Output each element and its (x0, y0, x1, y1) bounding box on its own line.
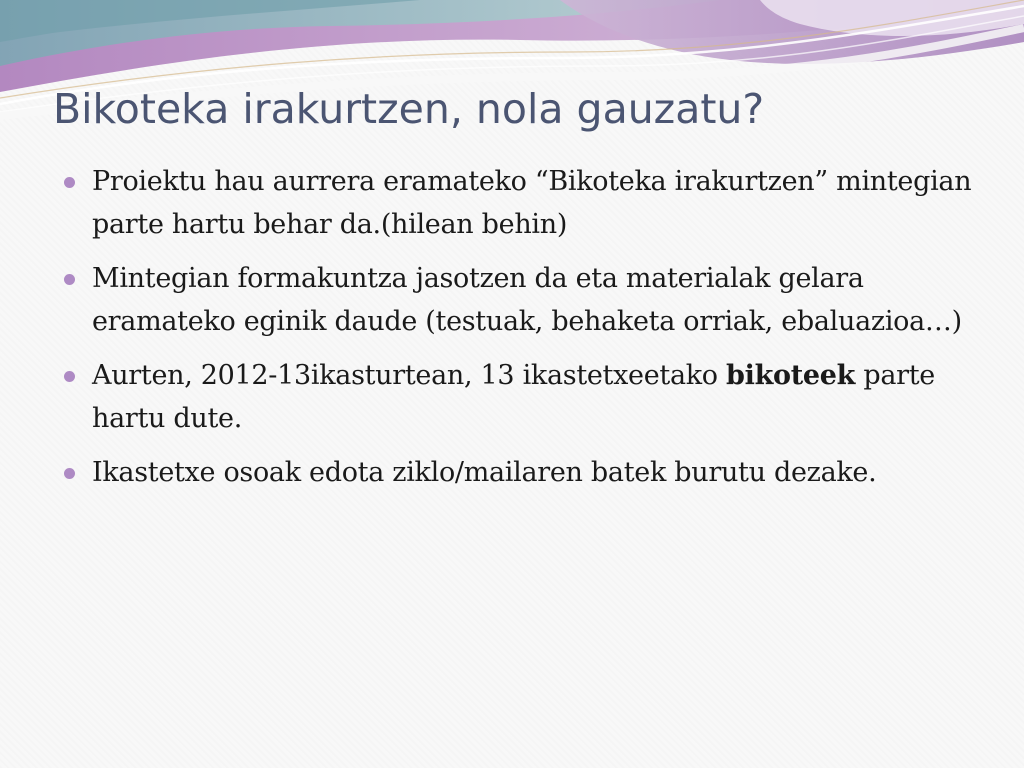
bullet-item-school (60, 451, 990, 494)
bullet-item-participation (60, 354, 990, 440)
bullet-text-after: parte hartu dute. (92, 360, 935, 434)
bullet-text-before: Aurten, 2012-13ikasturtean, 13 ikastetxeetako (92, 360, 727, 391)
bullet-dot-icon (64, 468, 75, 479)
bullet-text: Ikastetxe osoak edota ziklo/mailaren batek burutu dezake. (92, 457, 877, 488)
slide-title: Bikoteka irakurtzen, nola gauzatu? (53, 85, 765, 133)
bullet-text-bold: bikoteek (726, 360, 856, 391)
bullet-dot-icon (64, 274, 75, 285)
bullet-item-seminar (60, 160, 990, 246)
bullet-text: Mintegian formakuntza jasotzen da eta materialak gelara eramateko eginik daude (testuak, behaketa orriak, ebaluazioa…) (92, 263, 962, 337)
bullet-item-training (60, 257, 990, 343)
bullet-text: Proiektu hau aurrera eramateko “Bikoteka irakurtzen” mintegian parte hartu behar da.(hilean behin) (92, 166, 972, 240)
bullet-dot-icon (64, 177, 75, 188)
bullet-text (92, 360, 935, 434)
bullet-dot-icon (64, 371, 75, 382)
bullet-list (60, 160, 990, 505)
